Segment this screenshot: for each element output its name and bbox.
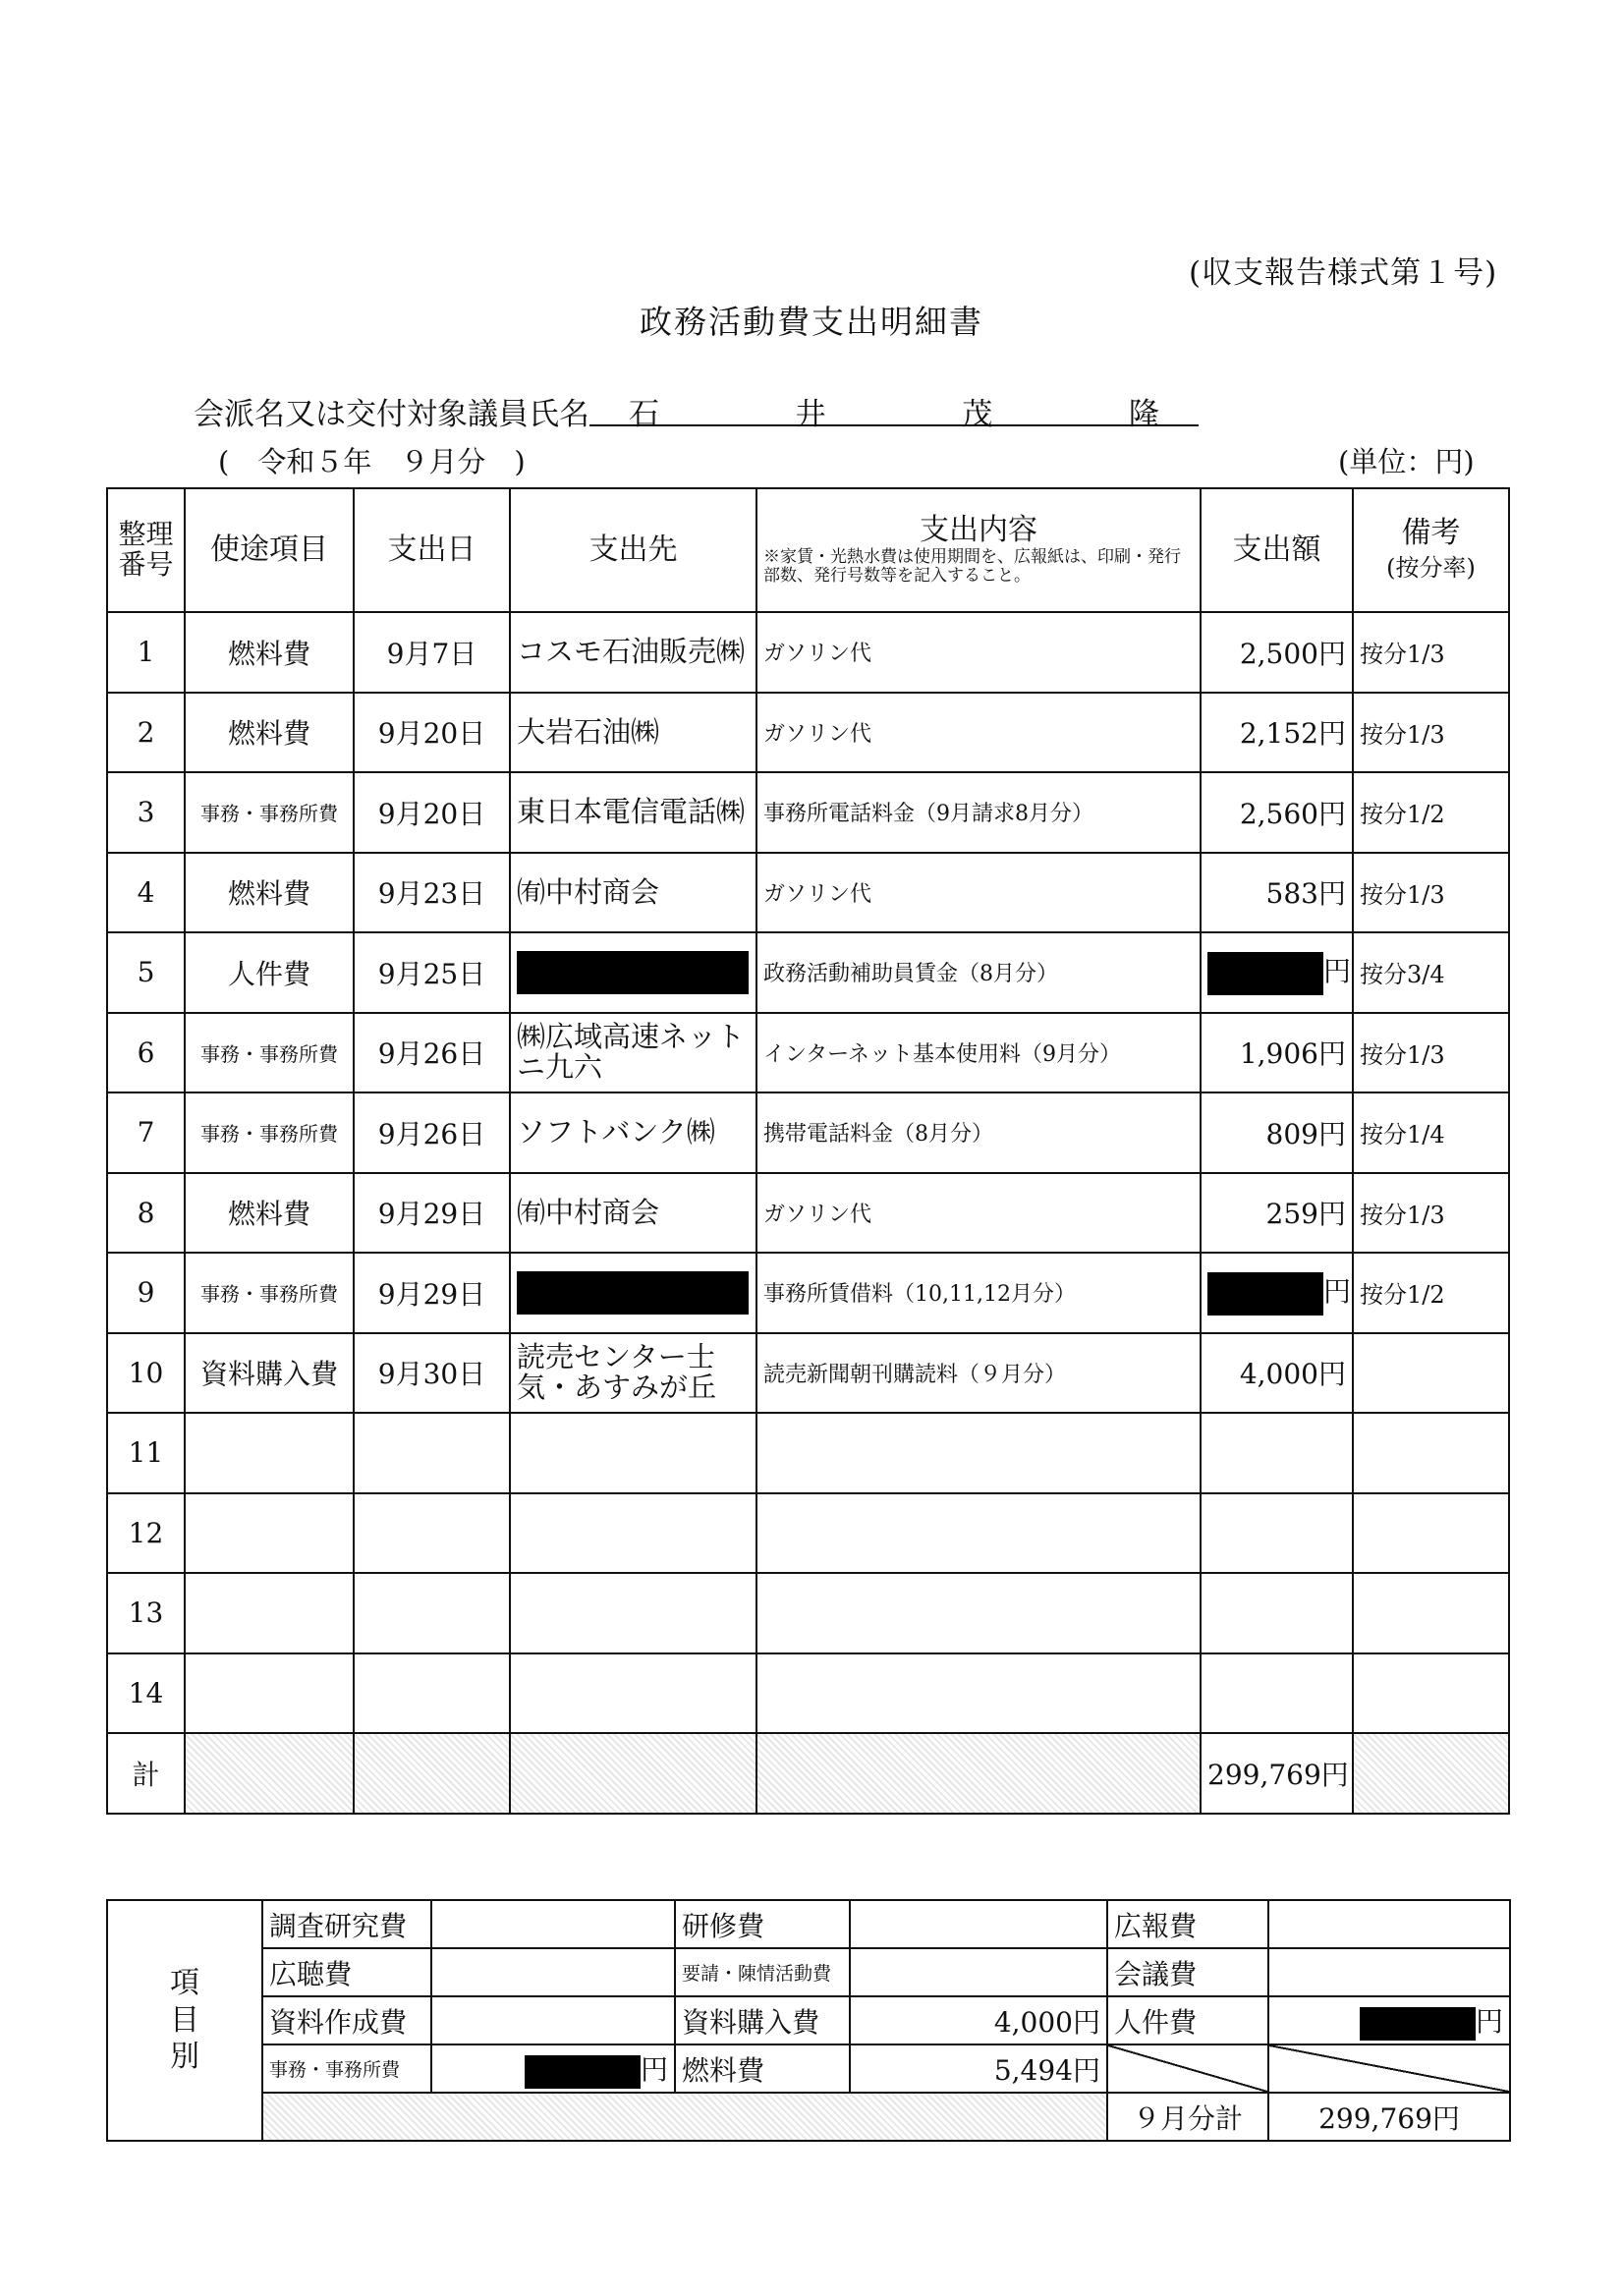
- summary-label-office: 事務・事務所費: [262, 2044, 431, 2093]
- row-content: 携帯電話料金（8月分）: [756, 1092, 1201, 1173]
- row-number: 1: [107, 612, 185, 693]
- row-content: 読売新聞朝刊購読料（９月分）: [756, 1333, 1201, 1414]
- table-row: [107, 853, 1509, 933]
- row-date: 9月29日: [354, 1253, 510, 1333]
- total-blank: [1353, 1733, 1509, 1814]
- row-content: [756, 1653, 1201, 1734]
- row-amount: 2,500円: [1201, 612, 1353, 693]
- row-date: 9月23日: [354, 853, 510, 933]
- row-content: ガソリン代: [756, 1173, 1201, 1254]
- summary-row: [107, 1996, 1510, 2044]
- row-amount: [1201, 1413, 1353, 1493]
- row-note: 按分3/4: [1353, 932, 1509, 1013]
- report-period: ( 令和５年 ９月分 ): [218, 445, 526, 478]
- table-row: [107, 1653, 1509, 1734]
- form-number: (収支報告様式第１号): [1189, 255, 1498, 291]
- row-amount: 1,906円: [1201, 1013, 1353, 1093]
- header-note: [1353, 488, 1509, 612]
- row-date: [354, 1573, 510, 1653]
- row-date: [354, 1413, 510, 1493]
- summary-row: [107, 1900, 1510, 1948]
- row-content: 政務活動補助員賃金（8月分）: [756, 932, 1201, 1013]
- summary-label-research: 調査研究費: [262, 1900, 431, 1948]
- row-payee: ソフトバンク㈱: [510, 1092, 756, 1173]
- summary-value-research: [431, 1900, 675, 1948]
- summary-value-petition: [850, 1948, 1107, 1996]
- total-label: 計: [107, 1733, 185, 1814]
- header-content-note: ※家賃・光熱水費は使用期間を、広報紙は、印刷・発行部数、発行号数等を記入すること。: [763, 546, 1181, 587]
- row-amount: [1201, 1493, 1353, 1574]
- total-blank: [354, 1733, 510, 1814]
- summary-label-personnel: 人件費: [1107, 1996, 1268, 2044]
- table-row: [107, 612, 1509, 693]
- row-amount: 259円: [1201, 1173, 1353, 1254]
- row-note: 按分1/3: [1353, 612, 1509, 693]
- row-amount: 583円: [1201, 853, 1353, 933]
- row-content: [756, 1493, 1201, 1574]
- table-row: [107, 932, 1509, 1013]
- row-content: ガソリン代: [756, 693, 1201, 773]
- row-date: [354, 1493, 510, 1574]
- row-category: 事務・事務所費: [185, 1013, 354, 1093]
- row-date: [354, 1653, 510, 1734]
- row-date: 9月26日: [354, 1013, 510, 1093]
- name-label: 会派名又は交付対象議員氏名: [194, 397, 589, 432]
- summary-value-office: 円: [431, 2044, 675, 2093]
- row-date: 9月20日: [354, 772, 510, 853]
- summary-value-fuel: 5,494円: [850, 2044, 1107, 2093]
- header-category: 使途項目: [185, 488, 354, 612]
- summary-label-hearing: 広聴費: [262, 1948, 431, 1996]
- row-payee: 読売センター士気・あすみが丘: [510, 1333, 756, 1414]
- row-note: [1353, 1653, 1509, 1734]
- table-row: [107, 1413, 1509, 1493]
- member-name: [589, 389, 1199, 432]
- summary-label-training: 研修費: [675, 1900, 850, 1948]
- row-category: 資料購入費: [185, 1333, 354, 1414]
- row-date: 9月25日: [354, 932, 510, 1013]
- row-number: 2: [107, 693, 185, 773]
- summary-value-pr: [1268, 1900, 1510, 1948]
- row-category: 事務・事務所費: [185, 1253, 354, 1333]
- summary-row: [107, 2093, 1510, 2141]
- summary-value-personnel: 円: [1268, 1996, 1510, 2044]
- name-char-3: 茂: [962, 397, 993, 432]
- row-note: 按分1/4: [1353, 1092, 1509, 1173]
- summary-month-total-label: ９月分計: [1107, 2093, 1268, 2141]
- row-payee: [510, 1253, 756, 1333]
- row-amount: 2,152円: [1201, 693, 1353, 773]
- row-number: 5: [107, 932, 185, 1013]
- row-content: [756, 1413, 1201, 1493]
- row-payee: [510, 1413, 756, 1493]
- redaction-block: [1360, 2007, 1476, 2041]
- table-header-row: [107, 488, 1509, 612]
- total-amount: 299,769円: [1201, 1733, 1353, 1814]
- summary-empty-diagonal: [1107, 2044, 1268, 2093]
- row-category: 燃料費: [185, 612, 354, 693]
- redaction-block: [525, 2055, 641, 2089]
- row-note: [1353, 1413, 1509, 1493]
- header-content: [756, 488, 1201, 612]
- table-row: [107, 1253, 1509, 1333]
- row-category: 燃料費: [185, 693, 354, 773]
- row-payee: ㈱広域高速ネットニ九六: [510, 1013, 756, 1093]
- redaction-block: [1207, 952, 1323, 995]
- row-number: 6: [107, 1013, 185, 1093]
- row-note: 按分1/3: [1353, 1173, 1509, 1254]
- row-amount-unit: 円: [1323, 955, 1352, 987]
- redaction-block: [1207, 1272, 1323, 1316]
- header-note-label: 備考: [1401, 515, 1461, 550]
- row-number: 12: [107, 1493, 185, 1574]
- table-row: [107, 1333, 1509, 1414]
- row-category: 事務・事務所費: [185, 1092, 354, 1173]
- row-number: 8: [107, 1173, 185, 1254]
- name-char-4: 隆: [1128, 397, 1159, 432]
- row-content: 事務所賃借料（10,11,12月分）: [756, 1253, 1201, 1333]
- summary-value-training: [850, 1900, 1107, 1948]
- row-number: 3: [107, 772, 185, 853]
- row-number: 10: [107, 1333, 185, 1414]
- total-blank: [756, 1733, 1201, 1814]
- row-category: 人件費: [185, 932, 354, 1013]
- summary-label-petition: 要請・陳情活動費: [675, 1948, 850, 1996]
- table-row: [107, 1013, 1509, 1093]
- total-blank: [185, 1733, 354, 1814]
- row-amount: 809円: [1201, 1092, 1353, 1173]
- row-date: 9月7日: [354, 612, 510, 693]
- row-content: ガソリン代: [756, 612, 1201, 693]
- summary-value-hearing: [431, 1948, 675, 1996]
- summary-month-total: 299,769円: [1268, 2093, 1510, 2141]
- row-content: ガソリン代: [756, 853, 1201, 933]
- row-payee: [510, 1573, 756, 1653]
- table-row: [107, 693, 1509, 773]
- summary-label-fuel: 燃料費: [675, 2044, 850, 2093]
- header-no: 整理番号: [107, 488, 185, 612]
- row-category: 燃料費: [185, 853, 354, 933]
- name-char-2: 井: [795, 397, 826, 432]
- summary-label-materials-make: 資料作成費: [262, 1996, 431, 2044]
- row-category: [185, 1653, 354, 1734]
- row-number: 11: [107, 1413, 185, 1493]
- row-date: 9月20日: [354, 693, 510, 773]
- row-number: 9: [107, 1253, 185, 1333]
- header-content-label: 支出内容: [920, 513, 1037, 548]
- row-number: 4: [107, 853, 185, 933]
- unit-label: (単位：円): [1338, 445, 1475, 478]
- expense-table: [106, 487, 1510, 1815]
- row-payee: コスモ石油販売㈱: [510, 612, 756, 693]
- row-amount: [1201, 1653, 1353, 1734]
- table-row: [107, 1173, 1509, 1254]
- row-category: [185, 1493, 354, 1574]
- summary-label-meeting: 会議費: [1107, 1948, 1268, 1996]
- row-note: 按分1/3: [1353, 853, 1509, 933]
- summary-label-materials-buy: 資料購入費: [675, 1996, 850, 2044]
- row-date: 9月29日: [354, 1173, 510, 1254]
- row-number: 14: [107, 1653, 185, 1734]
- total-row: [107, 1733, 1509, 1814]
- document-title: 政務活動費支出明細書: [640, 303, 983, 341]
- summary-row: [107, 1948, 1510, 1996]
- table-row: [107, 1493, 1509, 1574]
- header-note-sub: (按分率): [1386, 554, 1476, 582]
- row-category: [185, 1573, 354, 1653]
- row-note: [1353, 1493, 1509, 1574]
- header-date: 支出日: [354, 488, 510, 612]
- table-row: [107, 772, 1509, 853]
- name-char-1: 石: [629, 397, 659, 432]
- summary-value-materials-buy: 4,000円: [850, 1996, 1107, 2044]
- total-blank: [510, 1733, 756, 1814]
- summary-table: [106, 1899, 1511, 2142]
- row-note: [1353, 1573, 1509, 1653]
- row-payee: [510, 1653, 756, 1734]
- row-payee: ㈲中村商会: [510, 1173, 756, 1254]
- row-number: 7: [107, 1092, 185, 1173]
- row-note: [1353, 1333, 1509, 1414]
- row-amount: 2,560円: [1201, 772, 1353, 853]
- row-amount: 4,000円: [1201, 1333, 1353, 1414]
- row-amount: [1201, 932, 1353, 1013]
- row-amount: [1201, 1253, 1353, 1333]
- row-payee: [510, 1493, 756, 1574]
- row-content: インターネット基本使用料（9月分）: [756, 1013, 1201, 1093]
- row-category: 燃料費: [185, 1173, 354, 1254]
- row-note: 按分1/3: [1353, 693, 1509, 773]
- summary-label-pr: 広報費: [1107, 1900, 1268, 1948]
- table-row: [107, 1573, 1509, 1653]
- row-note: 按分1/3: [1353, 1013, 1509, 1093]
- summary-side-label: 項目別: [107, 1900, 262, 2141]
- summary-blank: [262, 2093, 1107, 2141]
- row-note: 按分1/2: [1353, 1253, 1509, 1333]
- header-payee: 支出先: [510, 488, 756, 612]
- summary-row: [107, 2044, 1510, 2093]
- row-date: 9月26日: [354, 1092, 510, 1173]
- row-number: 13: [107, 1573, 185, 1653]
- redaction-block: [517, 1271, 749, 1315]
- row-amount-unit: 円: [1323, 1275, 1352, 1308]
- row-date: 9月30日: [354, 1333, 510, 1414]
- row-payee: 東日本電信電話㈱: [510, 772, 756, 853]
- row-category: 事務・事務所費: [185, 772, 354, 853]
- row-amount: [1201, 1573, 1353, 1653]
- row-payee: ㈲中村商会: [510, 853, 756, 933]
- row-payee: [510, 932, 756, 1013]
- summary-value-materials-make: [431, 1996, 675, 2044]
- table-row: [107, 1092, 1509, 1173]
- summary-value-meeting: [1268, 1948, 1510, 1996]
- row-category: [185, 1413, 354, 1493]
- row-content: 事務所電話料金（9月請求8月分）: [756, 772, 1201, 853]
- row-content: [756, 1573, 1201, 1653]
- row-payee: 大岩石油㈱: [510, 693, 756, 773]
- redaction-block: [517, 951, 749, 994]
- row-note: 按分1/2: [1353, 772, 1509, 853]
- summary-empty-diagonal: [1268, 2044, 1510, 2093]
- header-amount: 支出額: [1201, 488, 1353, 612]
